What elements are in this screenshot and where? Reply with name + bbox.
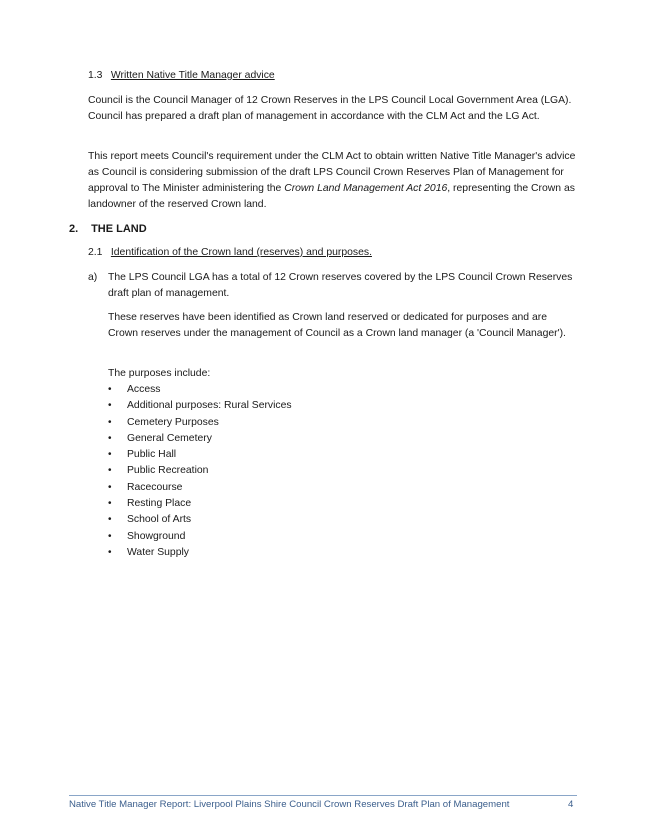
- list-item: [108, 545, 292, 561]
- list-item-text: School of Arts: [127, 514, 192, 526]
- paragraph-report-requirement: [88, 149, 588, 213]
- list-item-text: Cemetery Purposes: [127, 416, 219, 428]
- bullet-icon: •: [108, 546, 112, 558]
- list-item: [108, 447, 292, 463]
- paragraph-text-end: , representing the Crown as landowner of the reserved Crown land.: [88, 183, 575, 210]
- list-item-text: Racecourse: [127, 481, 183, 493]
- list-item: [108, 431, 292, 447]
- item-text: The LPS Council LGA has a total of 12 Crown reserves covered by the LPS Council Crown Reserves draft plan of management.: [108, 272, 573, 299]
- section-heading-2-1: [88, 245, 588, 261]
- list-item-text: Public Recreation: [127, 465, 209, 477]
- bullet-icon: •: [108, 432, 112, 444]
- list-item: [108, 496, 292, 512]
- list-item: [108, 512, 292, 528]
- bullet-icon: •: [108, 481, 112, 493]
- list-item-a: [88, 270, 578, 302]
- bullet-icon: •: [108, 416, 112, 428]
- purposes-list: [108, 382, 292, 561]
- list-item: [108, 398, 292, 414]
- section-heading-1-3: [88, 68, 588, 84]
- list-item-text: Public Hall: [127, 449, 177, 461]
- section-title: Identification of the Crown land (reserves) and purposes.: [110, 247, 372, 258]
- bullet-icon: •: [108, 384, 112, 395]
- page-number: 4: [568, 799, 574, 810]
- bullet-icon: •: [108, 530, 112, 542]
- list-item-text: General Cemetery: [127, 432, 212, 444]
- section-heading-2: [69, 221, 569, 237]
- footer-divider: [69, 795, 577, 796]
- list-item-text: Water Supply: [127, 546, 189, 558]
- list-item: [108, 382, 292, 398]
- section-number: 1.3: [88, 70, 103, 81]
- act-name: Crown Land Management Act 2016: [284, 183, 448, 194]
- list-item: [108, 480, 292, 496]
- section-title: Written Native Title Manager advice: [110, 70, 275, 81]
- footer-title: Native Title Manager Report: Liverpool Plains Shire Council Crown Reserves Draft Plan of Management: [69, 799, 510, 810]
- paragraph-text: This report meets Council's requirement under the CLM Act to obtain written Native Title Manager's advice as Council is considering submission of the draft LPS Council Crown Reserves Plan of Management for approval to The Minister administering the: [88, 151, 576, 194]
- bullet-icon: •: [108, 449, 112, 461]
- list-item: [108, 415, 292, 431]
- list-item-text: Additional purposes: Rural Services: [127, 400, 292, 412]
- item-label: a): [88, 272, 98, 283]
- list-item-text: Resting Place: [127, 498, 192, 510]
- bullet-icon: •: [108, 400, 112, 412]
- section-number: 2.1: [88, 247, 103, 258]
- list-item-text: Access: [127, 384, 161, 395]
- bullet-icon: •: [108, 465, 112, 477]
- bullet-icon: •: [108, 514, 112, 526]
- bullet-icon: •: [108, 498, 112, 510]
- section-title: THE LAND: [91, 223, 147, 235]
- purposes-intro: The purposes include:: [108, 368, 211, 379]
- list-item: [108, 529, 292, 545]
- list-item-text: Showground: [127, 530, 186, 542]
- paragraph-council-manager: Council is the Council Manager of 12 Crown Reserves in the LPS Council Local Government Area (LGA). Council has prepared a draft plan of management in accordance with the CLM Act and the LG Act.: [88, 95, 572, 122]
- list-item: [108, 463, 292, 479]
- section-number: 2.: [69, 223, 79, 235]
- paragraph-reserves-identified: These reserves have been identified as Crown land reserved or dedicated for purposes and are Crown reserves under the management of Council as a Crown land manager (a 'Council Manager').: [108, 312, 566, 339]
